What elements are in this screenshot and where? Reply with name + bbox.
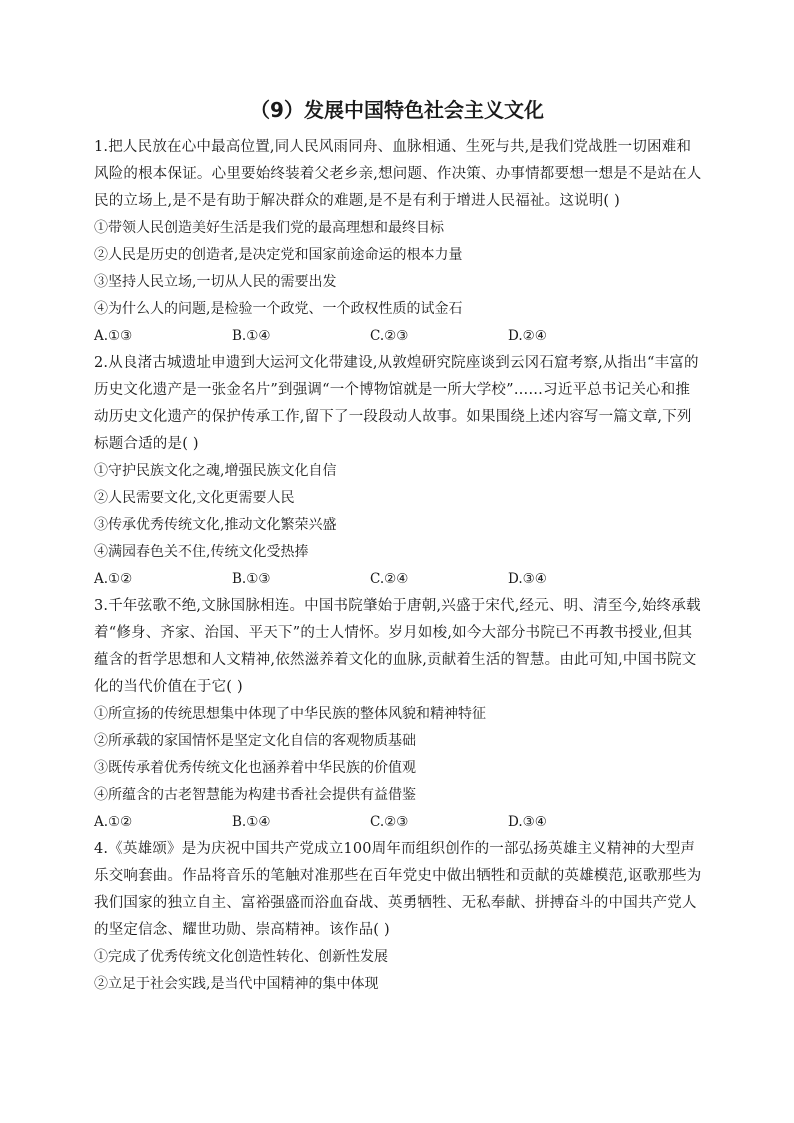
question-stem: 4.《英雄颂》是为庆祝中国共产党成立100周年而组织创作的一部弘扬英雄主义精神的大型声乐交响套曲。作品将音乐的笔触对准那些在百年党史中做出牺牲和贡献的英雄模范,讴歌那些为我们国家的独立自主、富裕强盛而浴血奋战、英勇牺牲、无私奉献、拼搏奋斗的中国共产党人的坚定信念、耀世功勋、崇高精神。该作品( ) (94, 841, 702, 938)
statement-option: ②立足于社会实践,是当代中国精神的集中体现 (94, 976, 379, 992)
statement-option: ③传承优秀传统文化,推动文化繁荣兴盛 (94, 517, 337, 533)
choice-d: D.②④ (508, 328, 547, 344)
answer-choices (94, 323, 704, 350)
choice-a: A.①② (94, 571, 133, 587)
statement-option: ②人民是历史的创造者,是决定党和国家前途命运的根本力量 (94, 247, 463, 263)
statement-option: ①所宣扬的传统思想集中体现了中华民族的整体风貌和精神特征 (94, 706, 486, 722)
statement-option: ④为什么人的问题,是检验一个政党、一个政权性质的试金石 (94, 301, 463, 317)
choice-a: A.①③ (94, 328, 133, 344)
question-stem: 2.从良渚古城遗址申遗到大运河文化带建设,从敦煌研究院座谈到云冈石窟考察,从指出“丰富的历史文化遗产是一张金名片”到强调“一个博物馆就是一所大学校”……习近平总书记关心和推动历史文化遗产的保护传承工作,留下了一段段动人故事。如果围绕上述内容写一篇文章,下列标题合适的是( ) (94, 355, 699, 452)
statement-option: ④所蕴含的古老智慧能为构建书香社会提供有益借鉴 (94, 787, 416, 803)
choice-b: B.①④ (232, 328, 271, 344)
statement-option: ③既传承着优秀传统文化也涵养着中华民族的价值观 (94, 760, 416, 776)
question-4 (94, 836, 704, 998)
statement-option: ②所承载的家国情怀是坚定文化自信的客观物质基础 (94, 733, 416, 749)
choice-c: C.②③ (370, 814, 409, 830)
question-2 (94, 350, 704, 593)
choice-c: C.②④ (370, 571, 409, 587)
question-list (94, 134, 704, 998)
statement-option: ④满园春色关不住,传统文化受热捧 (94, 544, 309, 560)
answer-choices (94, 809, 704, 836)
question-1 (94, 134, 704, 350)
page-title: （9）发展中国特色社会主义文化 (250, 98, 544, 122)
choice-b: B.①③ (232, 571, 271, 587)
statement-option: ①守护民族文化之魂,增强民族文化自信 (94, 463, 337, 479)
statement-option: ①完成了优秀传统文化创造性转化、创新性发展 (94, 949, 388, 965)
statement-option: ③坚持人民立场,一切从人民的需要出发 (94, 274, 337, 290)
choice-d: D.③④ (508, 814, 547, 830)
statement-option: ①带领人民创造美好生活是我们党的最高理想和最终目标 (94, 220, 444, 236)
statement-option: ②人民需要文化,文化更需要人民 (94, 490, 295, 506)
question-3 (94, 593, 704, 836)
choice-c: C.②③ (370, 328, 409, 344)
question-stem: 1.把人民放在心中最高位置,同人民风雨同舟、血脉相通、生死与共,是我们党战胜一切困难和风险的根本保证。心里要始终装着父老乡亲,想问题、作决策、办事情都要想一想是不是站在人民的立场上,是不是有助于解决群众的难题,是不是有利于增进人民福祉。这说明( ) (94, 139, 702, 209)
question-stem: 3.千年弦歌不绝,文脉国脉相连。中国书院肇始于唐朝,兴盛于宋代,经元、明、清至今,始终承载着“修身、齐家、治国、平天下”的士人情怀。岁月如梭,如今大部分书院已不再教书授业,但其蕴含的哲学思想和人文精神,依然滋养着文化的血脉,贡献着生活的智慧。由此可知,中国书院文化的当代价值在于它( ) (94, 598, 701, 695)
choice-d: D.③④ (508, 571, 547, 587)
answer-choices (94, 566, 704, 593)
choice-a: A.①② (94, 814, 133, 830)
choice-b: B.①④ (232, 814, 271, 830)
